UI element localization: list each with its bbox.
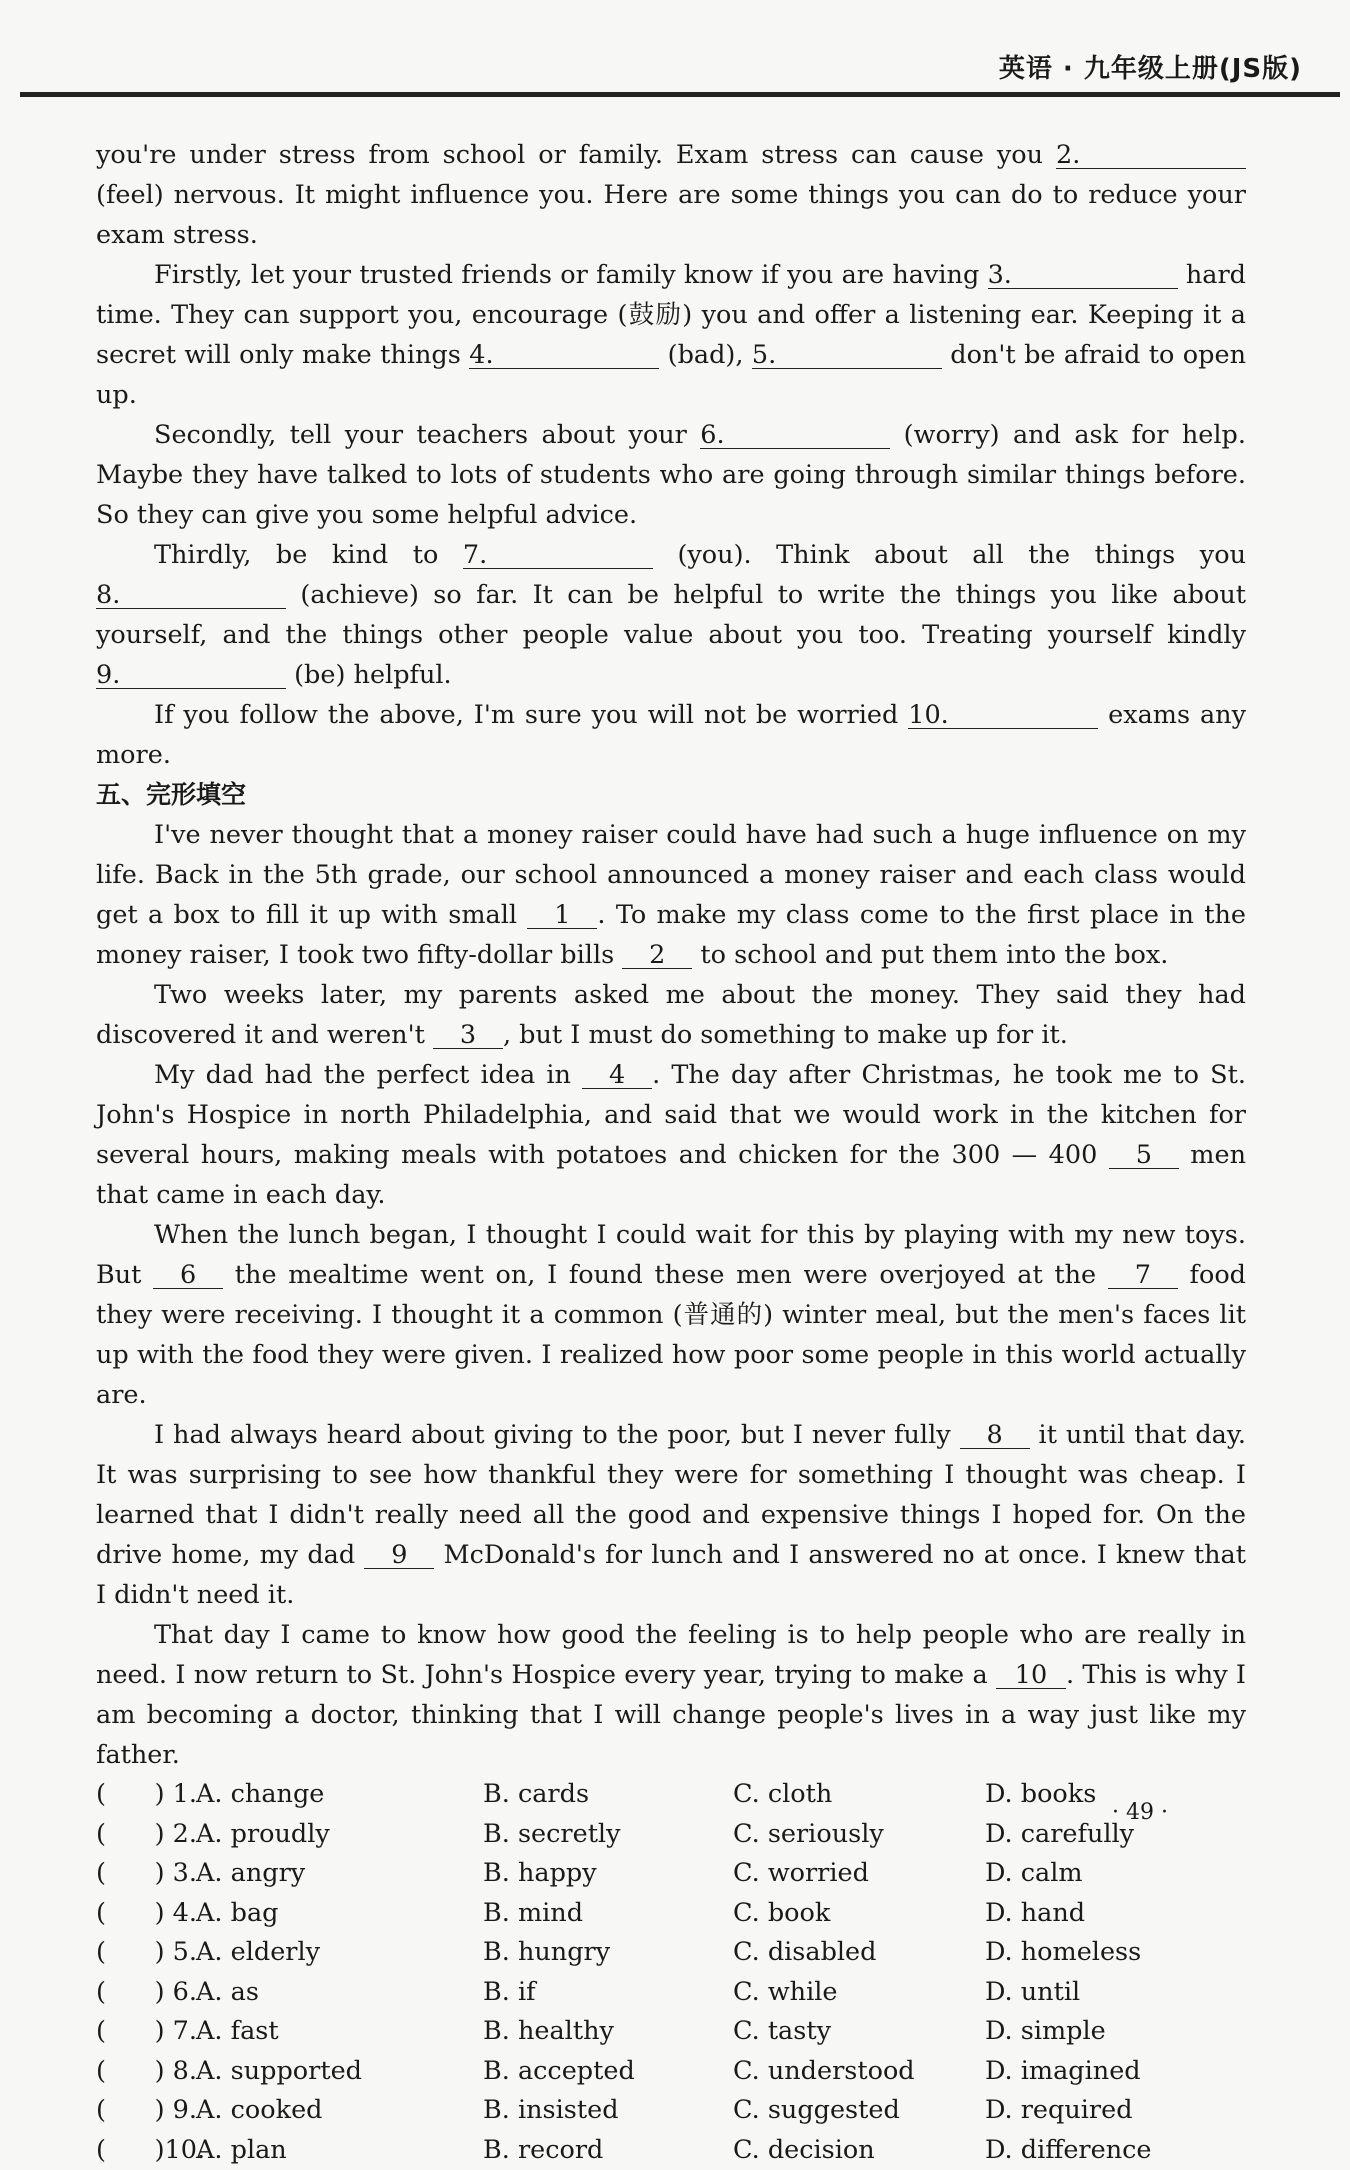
option-c: C. understood bbox=[733, 2052, 985, 2092]
text: Two weeks later, my parents asked me about the money. They said they had discovered it and weren't bbox=[96, 980, 1246, 1050]
option-a: A. proudly bbox=[196, 1815, 483, 1855]
text: you're under stress from school or family. Exam stress can cause you bbox=[96, 140, 1056, 170]
text: to school and put them into the box. bbox=[692, 940, 1168, 970]
text: food they were receiving. I thought it a common (普通的) winter meal, but the men's faces lit up with the food they were given. I realized how poor some people in this world actually are. bbox=[96, 1260, 1246, 1410]
text: (you). Think about all the things you bbox=[653, 540, 1246, 570]
cloze-blank[interactable]: 1 bbox=[527, 898, 597, 929]
section-heading: 五、完形填空 bbox=[96, 775, 1246, 815]
option-a: A. supported bbox=[196, 2052, 483, 2092]
option-d: D. until bbox=[985, 1973, 1185, 2013]
option-d: D. books bbox=[985, 1775, 1185, 1815]
option-b: B. accepted bbox=[483, 2052, 733, 2092]
option-c: C. worried bbox=[733, 1854, 985, 1894]
option-row bbox=[96, 2091, 1246, 2131]
page-content bbox=[96, 135, 1246, 2170]
option-row bbox=[96, 1815, 1246, 1855]
option-row bbox=[96, 1775, 1246, 1815]
text: (worry) and ask for help. Maybe they have talked to lots of students who are going through similar things before. So they can give you some helpful advice. bbox=[96, 420, 1246, 530]
text: That day I came to know how good the feeling is to help people who are really in need. I now return to St. John's Hospice every year, trying to make a bbox=[96, 1620, 1246, 1690]
option-a: A. elderly bbox=[196, 1933, 483, 1973]
text: . To make my class come to the first place in the money raiser, I took two fifty-dollar bills bbox=[96, 900, 1246, 970]
answer-blank[interactable]: 4. bbox=[469, 338, 659, 369]
cloze-paragraph bbox=[96, 1055, 1246, 1215]
book-title: 英语 · 九年级上册(JS版) bbox=[999, 48, 1302, 85]
option-c: C. suggested bbox=[733, 2091, 985, 2131]
answer-options bbox=[96, 1775, 1246, 2170]
cloze-blank[interactable]: 3 bbox=[433, 1018, 503, 1049]
answer-bracket[interactable]: ( ) 1. bbox=[96, 1775, 196, 1815]
option-a: A. fast bbox=[196, 2012, 483, 2052]
text: the mealtime went on, I found these men were overjoyed at the bbox=[223, 1260, 1108, 1290]
option-row bbox=[96, 2131, 1246, 2170]
answer-bracket[interactable]: ( ) 8. bbox=[96, 2052, 196, 2092]
option-row bbox=[96, 1854, 1246, 1894]
option-d: D. calm bbox=[985, 1854, 1185, 1894]
answer-blank[interactable]: 5. bbox=[752, 338, 942, 369]
cloze-blank[interactable]: 5 bbox=[1109, 1138, 1179, 1169]
option-row bbox=[96, 1894, 1246, 1934]
text: Firstly, let your trusted friends or family know if you are having bbox=[154, 260, 988, 290]
cloze-paragraph bbox=[96, 815, 1246, 975]
cloze-blank[interactable]: 10 bbox=[996, 1658, 1066, 1689]
text: hard time. They can support you, encourage (鼓励) you and offer a listening ear. Keeping it a secret will only make things bbox=[96, 260, 1246, 370]
option-row bbox=[96, 2012, 1246, 2052]
text: (feel) nervous. It might influence you. Here are some things you can do to reduce your exam stress. bbox=[96, 180, 1246, 250]
cloze-blank[interactable]: 9 bbox=[364, 1538, 434, 1569]
text: exams any more. bbox=[96, 700, 1246, 770]
option-d: D. required bbox=[985, 2091, 1185, 2131]
option-b: B. healthy bbox=[483, 2012, 733, 2052]
option-c: C. seriously bbox=[733, 1815, 985, 1855]
text: (achieve) so far. It can be helpful to write the things you like about yourself, and the things other people value about you too. Treating yourself kindly bbox=[96, 580, 1246, 650]
page-header bbox=[0, 0, 1350, 110]
passage-paragraph bbox=[96, 415, 1246, 535]
option-a: A. plan bbox=[196, 2131, 483, 2170]
option-b: B. insisted bbox=[483, 2091, 733, 2131]
option-b: B. secretly bbox=[483, 1815, 733, 1855]
answer-bracket[interactable]: ( ) 6. bbox=[96, 1973, 196, 2013]
option-d: D. homeless bbox=[985, 1933, 1185, 1973]
text: don't be afraid to open up. bbox=[96, 340, 1246, 410]
option-c: C. decision bbox=[733, 2131, 985, 2170]
cloze-paragraph bbox=[96, 1415, 1246, 1615]
text: (bad), bbox=[659, 340, 752, 370]
text: I've never thought that a money raiser could have had such a huge influence on my life. Back in the 5th grade, our school announced a money raiser and each class would get a box to fill it up with small bbox=[96, 820, 1246, 930]
text: My dad had the perfect idea in bbox=[154, 1060, 582, 1090]
passage-paragraph bbox=[96, 695, 1246, 775]
answer-blank[interactable]: 9. bbox=[96, 658, 286, 689]
answer-bracket[interactable]: ( ) 5. bbox=[96, 1933, 196, 1973]
option-b: B. if bbox=[483, 1973, 733, 2013]
option-b: B. record bbox=[483, 2131, 733, 2170]
option-c: C. cloth bbox=[733, 1775, 985, 1815]
option-d: D. difference bbox=[985, 2131, 1185, 2170]
cloze-paragraph bbox=[96, 1615, 1246, 1775]
text: it until that day. It was surprising to see how thankful they were for something I thought was cheap. I learned that I didn't really need all the good and expensive things I hoped for. On the drive home, my dad bbox=[96, 1420, 1246, 1570]
text: men that came in each day. bbox=[96, 1140, 1246, 1210]
page-number: · 49 · bbox=[1112, 1800, 1168, 1825]
text: (be) helpful. bbox=[286, 660, 452, 690]
cloze-blank[interactable]: 2 bbox=[622, 938, 692, 969]
passage-paragraph bbox=[96, 135, 1246, 255]
cloze-blank[interactable]: 6 bbox=[153, 1258, 223, 1289]
option-c: C. book bbox=[733, 1894, 985, 1934]
option-b: B. hungry bbox=[483, 1933, 733, 1973]
option-b: B. cards bbox=[483, 1775, 733, 1815]
answer-bracket[interactable]: ( ) 7. bbox=[96, 2012, 196, 2052]
text: Thirdly, be kind to bbox=[154, 540, 463, 570]
answer-bracket[interactable]: ( ) 4. bbox=[96, 1894, 196, 1934]
passage-paragraph bbox=[96, 535, 1246, 695]
text: . The day after Christmas, he took me to St. John's Hospice in north Philadelphia, and said that we would work in the kitchen for several hours, making meals with potatoes and chicken for the 300 — 400 bbox=[96, 1060, 1246, 1170]
answer-blank[interactable]: 6. bbox=[700, 418, 890, 449]
answer-bracket[interactable]: ( ) 2. bbox=[96, 1815, 196, 1855]
passage-paragraph bbox=[96, 255, 1246, 415]
answer-bracket[interactable]: ( ) 9. bbox=[96, 2091, 196, 2131]
answer-blank[interactable]: 10. bbox=[908, 698, 1098, 729]
option-b: B. happy bbox=[483, 1854, 733, 1894]
option-a: A. cooked bbox=[196, 2091, 483, 2131]
option-d: D. hand bbox=[985, 1894, 1185, 1934]
text: When the lunch began, I thought I could wait for this by playing with my new toys. But bbox=[96, 1220, 1246, 1290]
text: I had always heard about giving to the poor, but I never fully bbox=[154, 1420, 960, 1450]
text: . This is why I am becoming a doctor, thinking that I will change people's lives in a way just like my father. bbox=[96, 1660, 1246, 1770]
option-d: D. simple bbox=[985, 2012, 1185, 2052]
text: , but I must do something to make up for it. bbox=[503, 1020, 1068, 1050]
answer-bracket[interactable]: ( )10. bbox=[96, 2131, 196, 2170]
cloze-paragraph bbox=[96, 1215, 1246, 1415]
answer-blank[interactable]: 8. bbox=[96, 578, 286, 609]
cloze-blank[interactable]: 7 bbox=[1108, 1258, 1178, 1289]
header-rule bbox=[20, 92, 1340, 97]
cloze-blank[interactable]: 8 bbox=[960, 1418, 1030, 1449]
option-a: A. change bbox=[196, 1775, 483, 1815]
option-a: A. angry bbox=[196, 1854, 483, 1894]
answer-blank[interactable]: 7. bbox=[463, 538, 653, 569]
text: Secondly, tell your teachers about your bbox=[154, 420, 700, 450]
option-c: C. disabled bbox=[733, 1933, 985, 1973]
option-row bbox=[96, 1973, 1246, 2013]
option-a: A. as bbox=[196, 1973, 483, 2013]
answer-blank[interactable]: 2. bbox=[1056, 138, 1246, 169]
answer-bracket[interactable]: ( ) 3. bbox=[96, 1854, 196, 1894]
option-d: D. carefully bbox=[985, 1815, 1185, 1855]
option-c: C. while bbox=[733, 1973, 985, 2013]
text: McDonald's for lunch and I answered no at once. I knew that I didn't need it. bbox=[96, 1540, 1246, 1610]
option-row bbox=[96, 2052, 1246, 2092]
answer-blank[interactable]: 3. bbox=[988, 258, 1178, 289]
option-c: C. tasty bbox=[733, 2012, 985, 2052]
option-a: A. bag bbox=[196, 1894, 483, 1934]
cloze-blank[interactable]: 4 bbox=[582, 1058, 652, 1089]
option-row bbox=[96, 1933, 1246, 1973]
cloze-paragraph bbox=[96, 975, 1246, 1055]
option-b: B. mind bbox=[483, 1894, 733, 1934]
option-d: D. imagined bbox=[985, 2052, 1185, 2092]
text: If you follow the above, I'm sure you will not be worried bbox=[154, 700, 908, 730]
